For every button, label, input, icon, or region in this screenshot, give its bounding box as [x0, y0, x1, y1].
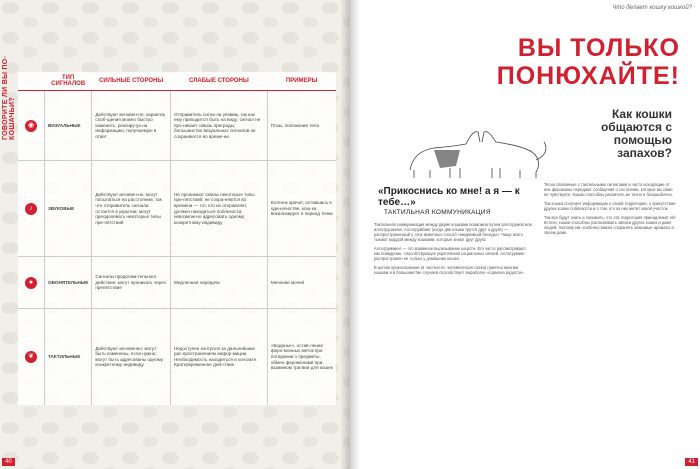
- signal-type: ВИЗУАЛЬНЫЕ: [45, 91, 92, 161]
- examples-cell: «Боданье», остав-ление феро-монных меток при потирании о предметы, обмен феромонами при взаимном тра-вии для кошек: [270, 342, 333, 371]
- header-type: ТИП СИГНАЛОВ: [45, 72, 92, 91]
- weaknesses-cell: Не проникают сквозь некоторые типы пре-пятствий; не сохра-няются во времени — тот, кто их отправляет, должен находиться поблизости; невозмож-но адресовать одному конкретному индивиду: [170, 161, 267, 257]
- table-row: [18, 309, 336, 405]
- strengths-cell: Сигналы продолжи-тельного действия; могут проникать через препятствие: [92, 257, 171, 309]
- paragraph: Тесно связанные с тактильными сигналами и часто исходящие от них феромоны передают сообщения о состоянии, которое вы сами не чувствуете. Кошки способны различать их точно и безошибочно.: [544, 182, 673, 197]
- headline-line-1: ВЫ ТОЛЬКО: [517, 34, 680, 62]
- weaknesses-cell: Отправитель сигна-ла уязвим, так как ему приходится быть на виду; сигнал не про-никает сквозь преграды; большинство визуальных сигналов не сохраняются во време-ни: [170, 91, 267, 161]
- weaknesses-cell: Недоступен контроля за дальнейшим рас-пространением инфор-мации. Необходимость находиться в контакте. Кратковременное дей-ствие: [170, 309, 267, 405]
- header-weaknesses: СЛАБЫЕ СТОРОНЫ: [170, 72, 267, 91]
- strengths-cell: Действуют мгновен-но, могут посылаться на расстоянии, так что отправитель сигнала остается в укрытии; могут преодолевать некоторые типы пре-пятствий: [92, 161, 171, 257]
- table-row: [18, 161, 336, 257]
- subheading: Как кошки общаются с помощью запахов?: [600, 107, 672, 160]
- examples-cell: Котенок кричит, оставшись в оди-ночестве, кош-ка вокализирует в период течки: [267, 161, 336, 257]
- paw-icon: ❦: [25, 351, 37, 363]
- page-number-right: 41: [685, 458, 698, 466]
- header-icon-spacer: [18, 72, 45, 91]
- table-row: [18, 91, 336, 161]
- headline-line-2: ПОНЮХАЙТЕ!: [496, 62, 680, 90]
- paragraph: Так кошка получает информацию о своей территории, о присутствии других кошек поблизости и о том, кто из них метит какой участок.: [544, 201, 676, 211]
- section-label: ТАКТИЛЬНАЯ КОММУНИКАЦИЯ: [384, 209, 491, 216]
- signals-table: [18, 72, 336, 405]
- paragraph: В целом прикосновение (в частности, человеческая ласка) приятно многим кошкам и в большинстве случаев способствует выработке «гормона радости».: [374, 265, 525, 275]
- paragraph: Тактильная коммуникация между двумя кошками возможна путем аллогрумов или аллотрушения. Аллогрумбинг (когда две кошки трутся друг о друга) — распространенный у этих животных способ «медвежьей беседы». Чаще всего тыкают мордой между кошками, которые знают друг друга.: [374, 222, 532, 242]
- sound-icon: ♪: [25, 203, 37, 215]
- examples-cell: Мечение мочей: [267, 257, 336, 309]
- table-row: [18, 257, 336, 309]
- signal-type: ТАКТИЛЬНЫЕ: [45, 309, 92, 405]
- pull-quote: «Прикоснись ко мне! а я — к тебе…»: [378, 186, 520, 208]
- book-gutter: [340, 0, 360, 469]
- eye-icon: ◉: [25, 120, 37, 132]
- cats-line-illustration: [400, 120, 550, 180]
- header-strengths: СИЛЬНЫЕ СТОРОНЫ: [92, 72, 171, 91]
- examples-cell: Позы, положение тела: [267, 91, 336, 161]
- signal-type: ОБОНЯТЕЛЬНЫЕ: [45, 257, 92, 309]
- nose-icon: ●: [25, 277, 37, 289]
- paragraph: Аллогрумминг — это взаимное вылизывание шерсти. Его часто рассматривают как поведение, способствующее укреплению социальных связей. Аллогруминг распространен не только у домашних кошек.: [374, 246, 527, 261]
- article-column-1: [374, 222, 532, 279]
- signal-type: ЗВУКОВЫЕ: [45, 161, 92, 257]
- paragraph: Так все будут знать и понимать, что эта территория принадлежит ей! Кстати, кошки способны распознавать запахи других кошек и даже людей, поэтому им особенно важно сохранять знакомые ароматы в своем доме.: [544, 215, 676, 235]
- weaknesses-cell: Медленная передача: [170, 257, 267, 309]
- header-examples: ПРИМЕРЫ: [267, 72, 336, 91]
- article-column-2: [544, 182, 676, 239]
- strengths-cell: Действуют мгновен-но; характер сооб-щения можно быстро изменить, реагиру-ya на информацию, получаемую в ответ: [92, 91, 171, 161]
- page-number-left: 40: [2, 458, 15, 466]
- page-headline: [497, 34, 680, 90]
- running-head: Что делает кошку кошкой?: [612, 5, 692, 11]
- vertical-section-title: ГОВОРИТЕ ЛИ ВЫ ПО-КОШАЧЬИ?: [2, 55, 16, 140]
- strengths-cell: Действуют мгновенно; могут быть изменены, если нужно; могут быть адресованы одному конкретному индивиду: [92, 309, 171, 405]
